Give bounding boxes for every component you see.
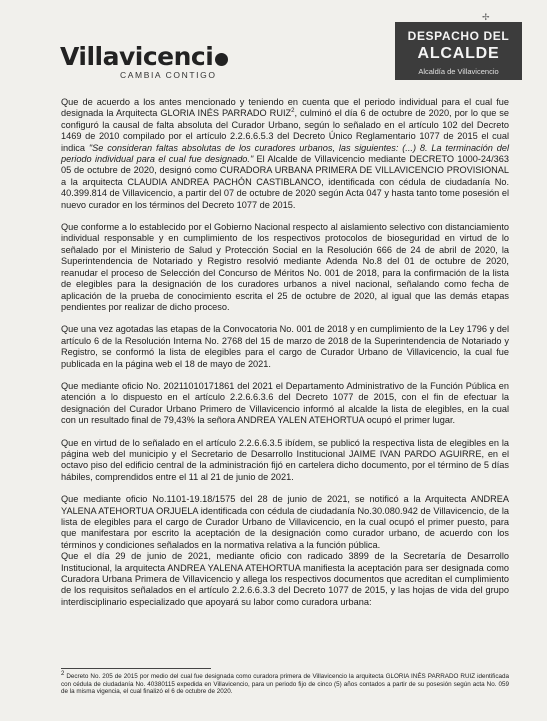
paragraph-7: Que el día 29 de junio de 2021, mediante oficio con radicado 3899 de la Secretaría de Desarrollo Institucional, la arquitecta ANDREA YALENA ATEHORTUA manifiesta la aceptación para ser designada como Curadora Urbana Primera de Villavicencio y allega los respectivos documentos que acreditan el cumplimiento de los requisitos señalados en el artículo 2.2.6.6.3.3 del Decreto 1077 de 2015, y las hojas de vida del grupo interdisciplinario especializado que apoyará su labor como curadora urbana: <box>61 551 509 607</box>
paragraph-2: Que conforme a lo establecido por el Gobierno Nacional respecto al aislamiento selectivo con distanciamiento individual responsable y en cumplimiento de los respectivos protocolos de bioseguridad en virtud de lo señalado por el Ministerio de Salud y Protección Social en la Resolución 666 de 24 de abril de 2020, la Superintendencia de Notariado y Registro resolvió mediante Adenda No.8 del 01 de octubre de 2020, reanudar el proceso de Selección del Concurso de Méritos No. 001 de 2018, para la confirmación de la lista de elegibles para la designación de los curadores urbanos a nivel nacional, señalando como fecha de aplicación de la prueba de conocimiento escrita el 25 de octubre de 2020, al igual que las demás etapas pendientes por realizar de dicho proceso. <box>61 222 509 312</box>
footnote-text: Decreto No. 205 de 2015 por medio del cual fue designada como curadora primera de Villavicencio la arquitecta GLORIA INÉS PARRADO RUIZ identificada con cédula de ciudadanía No. 40380115 expedida en Villavicencio, para un periodo fijo de cinco (5) años contados a partir de su posesión según acta No. 059 de la misma vigencia, el cual finalizó el 6 de octubre de 2020. <box>61 673 509 696</box>
office-title-line1: DESPACHO DEL <box>407 29 510 43</box>
office-header-box <box>395 22 522 80</box>
paragraph-1: Que de acuerdo a los antes mencionado y teniendo en cuenta que el periodo individual para el cual fue designada la Arquitecta GLORIA INÉS PARRADO RUIZ$^2$, culminó el día 6 de octubre de 2020, por lo que se configuró la causal de falta absoluta del Curador Urbano, según lo señalado en el artículo 102 del Decreto 1469 de 2010 compilado por el artículo 2.2.6.6.5.3 del Decreto Único Reglamentario 1077 de 2015 el cual indica "Se consideran faltas absolutas de los curadores urbanos, las siguientes: (...) 8. La terminación del periodo individual para el cual fue designado." El Alcalde de Villavicencio mediante DECRETO 1000-24/363 05 de octubre de 2020, designó como CURADORA URBANA PRIMERA DE VILLAVICENCIO PROVISIONAL a la arquitecta CLAUDIA ANDREA PACHÓN CASTIBLANCO, identificada con cédula de ciudadanía No. 40.399.814 de Villavicencio, a partir del 07 de octubre de 2020 según Acta 047 y hasta tanto tome posesión el nuevo curador en los términos del Decreto 1077 de 2015. <box>61 97 510 210</box>
document-body <box>61 97 509 619</box>
office-title-line2: ALCALDE <box>417 45 500 62</box>
footnote-ref: 2 <box>291 108 295 115</box>
logo-tagline: CAMBIA CONTIGO <box>120 70 217 80</box>
quoted-regulation: "Se consideran faltas absolutas de los curadores urbanos, las siguientes: (...) 8. La terminación del periodo individual para el cual fue designado." <box>61 142 510 165</box>
footnote <box>61 670 509 696</box>
footnote-number: 2 <box>61 670 65 677</box>
paragraph-3: Que una vez agotadas las etapas de la Convocatoria No. 001 de 2018 y en cumplimiento de la Ley 1796 y del artículo 6 de la Resolución Interna No. 2768 del 15 de marzo de 2018 de la Superintendencia de Notariado y Registro, se conformó la lista de elegibles para el cargo de Curador Urbano de Villavicencio, la cual fue publicada en la página web el 18 de mayo de 2021. <box>61 324 509 369</box>
office-subtitle: Alcaldía de Villavicencio <box>418 67 499 76</box>
city-logo <box>60 44 240 80</box>
logo-wordmark: Villavicenci <box>60 42 214 71</box>
paragraph-6: Que mediante oficio No.1101-19.18/1575 del 28 de junio de 2021, se notificó a la Arquitecta ANDREA YALENA ATEHORTUA ORJUELA identificada con cédula de ciudadanía No.30.080.942 de Villavicencio, de la lista de elegibles para el cargo de Curador Urbano de Villavicencio, en la cual ocupó el primer puesto, para que manifestara por escrito la aceptación de la designación como curador urbano, de acuerdo con los términos y condiciones señalados en la normativa relativa a la función pública. <box>61 494 509 550</box>
scan-mark-icon: ✢ <box>482 12 490 22</box>
logo-dot-icon <box>215 53 228 66</box>
paragraph-4: Que mediante oficio No. 20211010171861 del 2021 el Departamento Administrativo de la Función Pública en atención a lo dispuesto en el artículo 2.2.6.6.3.6 del Decreto 1077 de 2015, con el fin de efectuar la designación del Curador Urbano Primero de Villavicencio informó al alcalde la lista de elegibles, en la cual con un resultado final de 79,43% la señora ANDREA YALEN ATEHORTUA ocupó el primer lugar. <box>61 380 509 426</box>
paragraph-5: Que en virtud de lo señalado en el artículo 2.2.6.6.3.5 ibídem, se publicó la respectiva lista de elegibles en la página web del municipio y el Secretario de Desarrollo Institucional JAIME IVAN PARDO AGUIRRE, en el octavo piso del edificio central de la administración fijó en cartelera dicho documento, por el término de 5 días hábiles, comprendidos entre el 11 al 21 de junio de 2021. <box>61 437 509 482</box>
footnote-divider <box>61 668 211 669</box>
